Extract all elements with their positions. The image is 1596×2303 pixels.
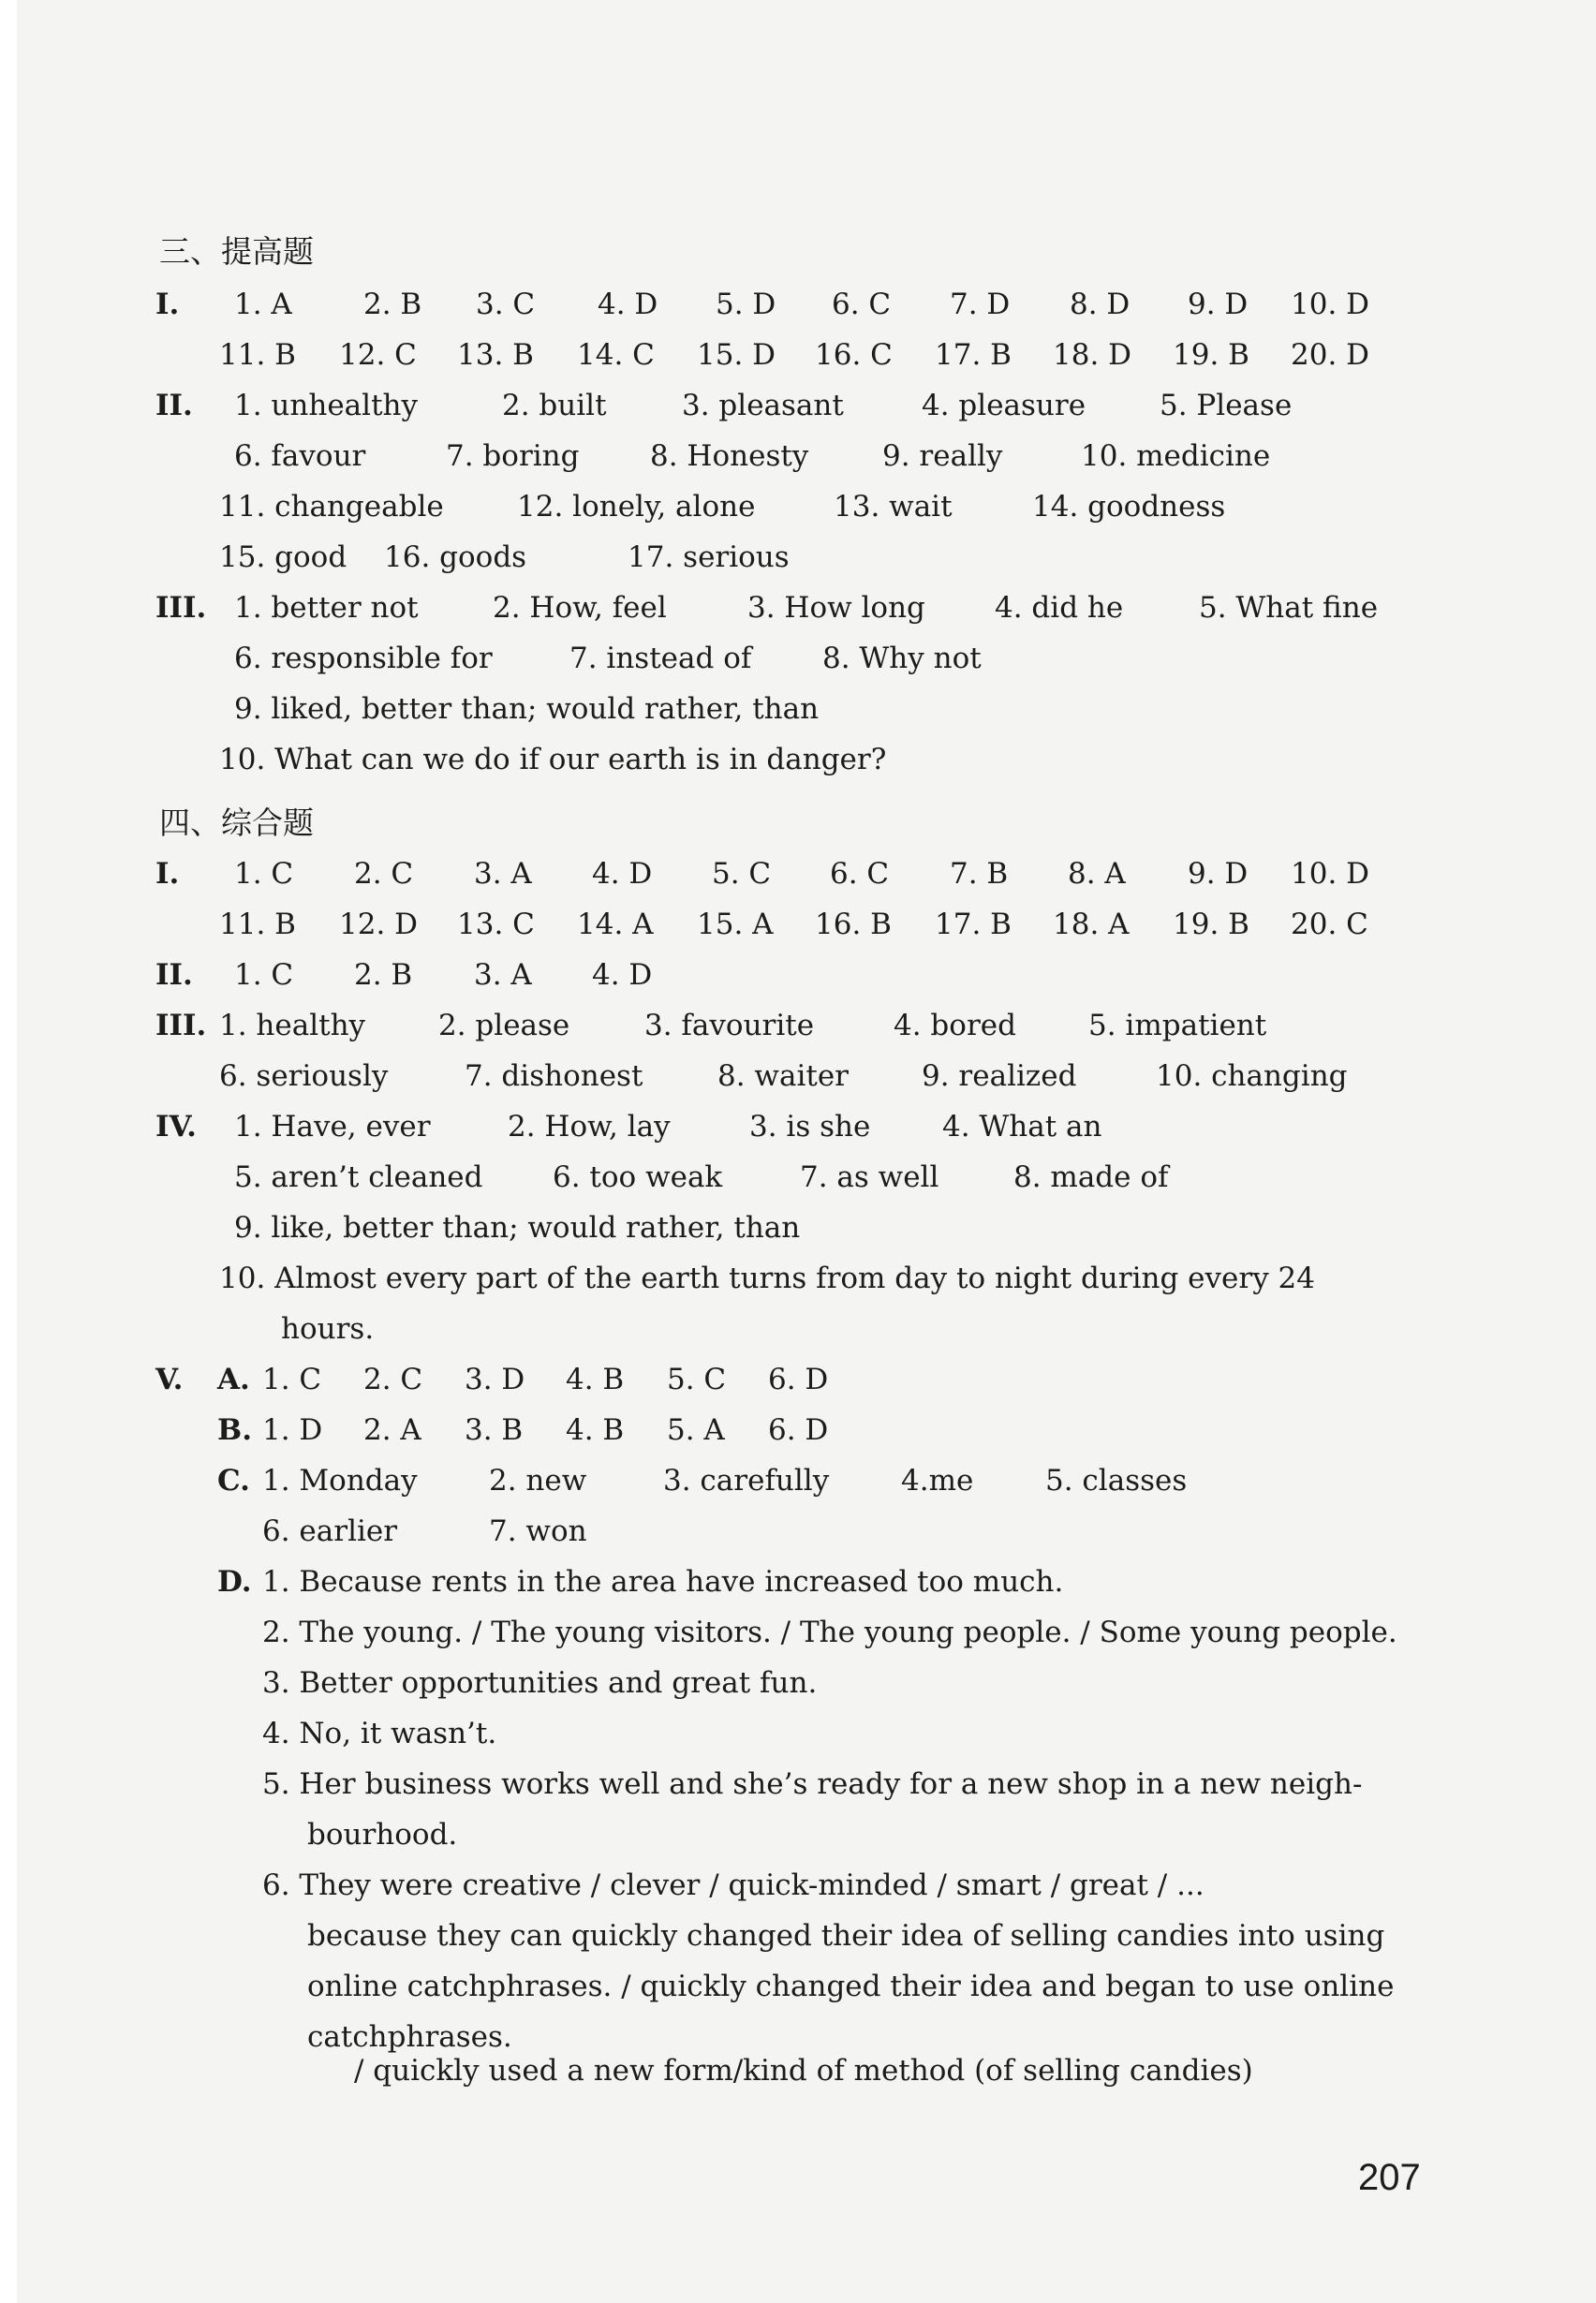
answer: 11. changeable xyxy=(219,490,444,524)
answer: 8. made of xyxy=(1013,1160,1169,1194)
answer: 10. D xyxy=(1291,857,1370,891)
answer: 20. D xyxy=(1291,338,1370,372)
answer: 3. carefully xyxy=(663,1464,830,1498)
answer: 7. dishonest xyxy=(465,1059,643,1093)
answer: 10. medicine xyxy=(1081,439,1271,473)
answer: 4.me xyxy=(901,1464,974,1498)
answer: 2. B xyxy=(363,288,422,321)
answer: 5. A xyxy=(667,1413,725,1447)
answer: 3. is she xyxy=(749,1110,871,1144)
answer: 1. C xyxy=(234,958,294,992)
answer: 3. How long xyxy=(747,591,925,625)
answer: 6. D xyxy=(768,1413,829,1447)
answer: 16. C xyxy=(815,338,893,372)
answer: 1. C xyxy=(262,1363,322,1396)
answer-line: 10. Almost every part of the earth turns from day to night during every 24 xyxy=(219,1262,1316,1295)
sub-part-D-label: D. xyxy=(217,1565,252,1599)
answer: 6. C xyxy=(830,857,890,891)
answer: 1. D xyxy=(262,1413,323,1447)
answer: 14. C xyxy=(577,338,655,372)
answer: 11. B xyxy=(219,338,296,372)
answer: 3. A xyxy=(474,857,532,891)
answer-page xyxy=(17,0,1596,2303)
sec4-part-I-label: I. xyxy=(155,857,180,891)
answer: 1. unhealthy xyxy=(234,389,419,422)
answer: 1. Have, ever xyxy=(234,1110,431,1144)
answer-line: 4. No, it wasn’t. xyxy=(262,1717,497,1750)
answer-line: catchphrases. xyxy=(307,2020,512,2054)
answer: 10. D xyxy=(1291,288,1370,321)
answer: 2. new xyxy=(489,1464,587,1498)
answer: 2. How, feel xyxy=(493,591,667,625)
answer: 4. What an xyxy=(942,1110,1102,1144)
answer: 5. impatient xyxy=(1088,1009,1267,1042)
answer: 6. seriously xyxy=(219,1059,389,1093)
answer: 5. What fine xyxy=(1199,591,1379,625)
answer: 3. B xyxy=(465,1413,524,1447)
answer: 1. C xyxy=(234,857,294,891)
sub-part-A-label: A. xyxy=(217,1363,250,1396)
answer: 9. really xyxy=(882,439,1003,473)
answer-line: 9. liked, better than; would rather, than xyxy=(234,692,820,726)
answer: 18. A xyxy=(1053,908,1130,941)
sub-part-B-label: B. xyxy=(217,1413,252,1447)
answer-line: hours. xyxy=(281,1312,375,1346)
answer: 6. C xyxy=(832,288,892,321)
answer: 4. D xyxy=(592,857,653,891)
sub-part-C-label: C. xyxy=(217,1464,250,1498)
answer: 2. C xyxy=(354,857,414,891)
answer: 6. too weak xyxy=(553,1160,723,1194)
answer: 5. Please xyxy=(1160,389,1293,422)
answer: 4. B xyxy=(566,1413,625,1447)
answer: 2. B xyxy=(354,958,413,992)
answer-line: 10. What can we do if our earth is in danger? xyxy=(219,743,887,776)
answer-line: 1. Because rents in the area have increased too much. xyxy=(262,1565,1064,1599)
answer: 8. A xyxy=(1068,857,1126,891)
answer: 12. lonely, alone xyxy=(517,490,756,524)
answer-line: online catchphrases. / quickly changed their idea and began to use online xyxy=(307,1970,1395,2003)
answer: 19. B xyxy=(1173,338,1249,372)
answer: 10. changing xyxy=(1156,1059,1348,1093)
answer: 6. D xyxy=(768,1363,829,1396)
answer-line: 6. They were creative / clever / quick-minded / smart / great / ... xyxy=(262,1868,1204,1902)
answer: 1. A xyxy=(234,288,292,321)
answer: 16. goods xyxy=(384,540,527,574)
answer: 16. B xyxy=(815,908,892,941)
answer: 4. pleasure xyxy=(922,389,1086,422)
answer: 3. C xyxy=(476,288,536,321)
answer: 1. Monday xyxy=(262,1464,418,1498)
answer: 5. D xyxy=(716,288,776,321)
answer: 1. healthy xyxy=(219,1009,366,1042)
answer: 15. D xyxy=(697,338,776,372)
answer: 8. D xyxy=(1070,288,1130,321)
answer: 18. D xyxy=(1053,338,1132,372)
sec4-part-III-label: III. xyxy=(155,1009,207,1042)
answer: 7. as well xyxy=(800,1160,939,1194)
answer-line: 9. like, better than; would rather, than xyxy=(234,1211,801,1245)
answer: 8. Honesty xyxy=(650,439,809,473)
answer: 2. A xyxy=(363,1413,421,1447)
answer: 6. responsible for xyxy=(234,642,493,675)
answer: 17. B xyxy=(935,908,1012,941)
answer-line: 2. The young. / The young visitors. / The young people. / Some young people. xyxy=(262,1616,1397,1649)
answer: 3. pleasant xyxy=(682,389,844,422)
answer-line: 3. Better opportunities and great fun. xyxy=(262,1666,818,1700)
answer: 17. serious xyxy=(628,540,790,574)
answer: 4. B xyxy=(566,1363,625,1396)
answer: 7. D xyxy=(950,288,1011,321)
answer: 8. Why not xyxy=(822,642,982,675)
answer-line: bourhood. xyxy=(307,1818,458,1852)
answer: 7. instead of xyxy=(569,642,752,675)
answer: 2. please xyxy=(438,1009,570,1042)
answer: 2. built xyxy=(502,389,607,422)
answer: 4. bored xyxy=(894,1009,1016,1042)
answer: 6. earlier xyxy=(262,1514,398,1548)
answer: 4. did he xyxy=(995,591,1124,625)
sec4-part-V-label: V. xyxy=(155,1363,184,1396)
answer: 3. D xyxy=(465,1363,525,1396)
answer: 9. realized xyxy=(922,1059,1077,1093)
answer: 7. boring xyxy=(446,439,580,473)
answer: 5. classes xyxy=(1045,1464,1188,1498)
sec3-part-I-label: I. xyxy=(155,288,180,321)
answer: 7. B xyxy=(950,857,1009,891)
answer: 1. better not xyxy=(234,591,419,625)
answer: 11. B xyxy=(219,908,296,941)
page-number: 207 xyxy=(1358,2157,1421,2198)
answer-line: 5. Her business works well and she’s ready for a new shop in a new neigh- xyxy=(262,1767,1363,1801)
answer: 4. D xyxy=(592,958,653,992)
answer: 2. C xyxy=(363,1363,423,1396)
sec4-part-IV-label: IV. xyxy=(155,1110,197,1144)
answer: 15. good xyxy=(219,540,347,574)
sec3-part-III-label: III. xyxy=(155,591,207,625)
answer: 9. D xyxy=(1188,288,1249,321)
answer: 5. C xyxy=(667,1363,727,1396)
answer: 13. wait xyxy=(834,490,953,524)
answer: 14. A xyxy=(577,908,654,941)
answer-line: / quickly used a new form/kind of method (of selling candies) xyxy=(354,2054,1253,2088)
answer: 9. D xyxy=(1188,857,1249,891)
answer: 3. favourite xyxy=(644,1009,815,1042)
sec3-part-II-label: II. xyxy=(155,389,193,422)
answer: 19. B xyxy=(1173,908,1249,941)
answer: 4. D xyxy=(598,288,658,321)
answer: 2. How, lay xyxy=(508,1110,671,1144)
answer: 8. waiter xyxy=(717,1059,849,1093)
answer: 15. A xyxy=(697,908,774,941)
section-4-title: 四、综合题 xyxy=(159,805,314,841)
show-through-text xyxy=(813,805,828,860)
answer: 13. C xyxy=(457,908,535,941)
answer: 7. won xyxy=(489,1514,587,1548)
answer: 12. C xyxy=(339,338,417,372)
answer: 12. D xyxy=(339,908,419,941)
section-3-title: 三、提高题 xyxy=(159,233,314,270)
answer: 6. favour xyxy=(234,439,366,473)
answer: 17. B xyxy=(935,338,1012,372)
sec4-part-II-label: II. xyxy=(155,958,193,992)
answer: 13. B xyxy=(457,338,534,372)
answer-line: because they can quickly changed their idea of selling candies into using xyxy=(307,1919,1385,1953)
answer: 14. goodness xyxy=(1032,490,1226,524)
answer: 5. aren’t cleaned xyxy=(234,1160,483,1194)
answer: 20. C xyxy=(1291,908,1368,941)
answer: 3. A xyxy=(474,958,532,992)
answer: 5. C xyxy=(712,857,772,891)
